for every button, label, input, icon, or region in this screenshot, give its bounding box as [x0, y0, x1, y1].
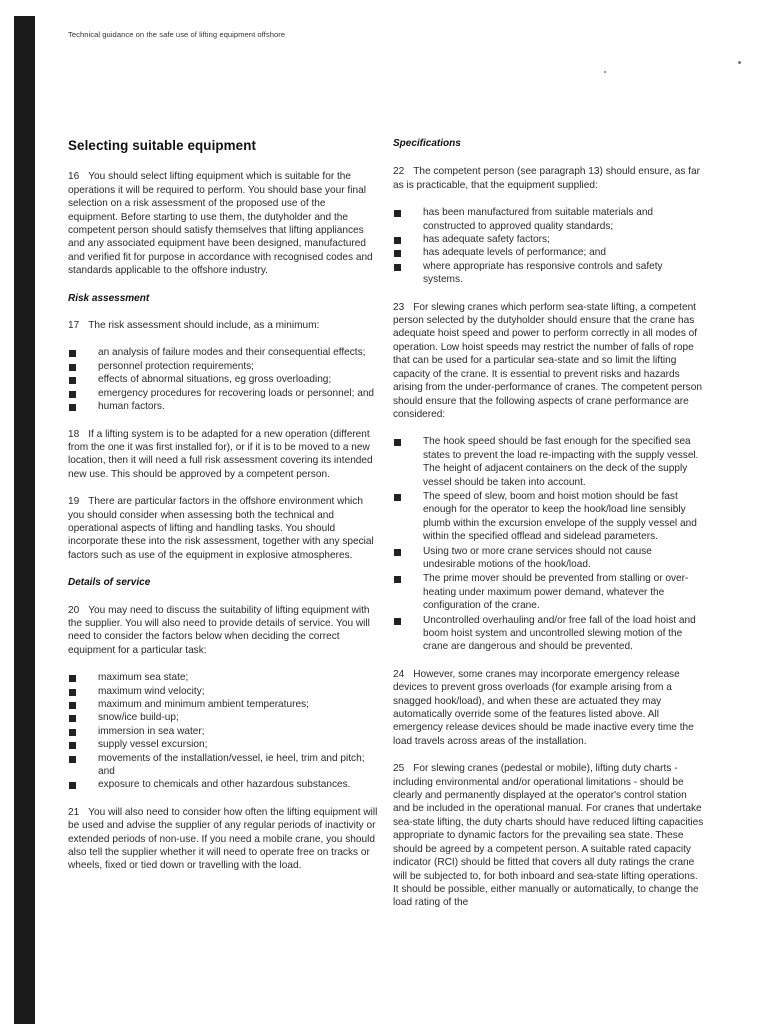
paragraph-text: You may need to discuss the suitability of lifting equipment with the supplier. You will also need to provide details of service. You will need to consider the factors below when deciding the correct equipment for a particular task: [68, 604, 370, 656]
paragraph-text: For slewing cranes which perform sea-state lifting, a competent person selected by the dutyholder should ensure that the crane has adequate hoist speed and power to perform correctly in all modes of operation. Low hoist speeds may restrict the number of falls of rope that can be used for a particular sea-state and so limit the lifting capacity of the crane. It is essential to prevent risks and hazards arising from the under-performance of cranes. The competent person should ensure that the following aspects of crane performance are considered: [393, 301, 702, 420]
list-item: exposure to chemicals and other hazardous substances. [68, 778, 378, 791]
paragraph-number: 24 [393, 668, 405, 680]
service-list [68, 671, 378, 792]
risk-list [68, 346, 378, 413]
paragraph-text: For slewing cranes (pedestal or mobile), lifting duty charts - including environmental and/or operational limitations - should be clearly and permanently displayed at the operator's control station and be included in the operational manual. For cranes that undertake sea-state lifting, the duty charts should have reduced lifting capacities appropriate to dynamic factors for the prevailing sea state. These should be agreed by a competent person. A suitable rated capacity indicator (RCI) should be fitted that covers all duty ratings the crane will be subjected to, for both inboard and sea-state lifting operations. It should be possible, either manually or automatically, to change the load rating of the [393, 763, 704, 909]
paragraph-number: 23 [393, 301, 405, 313]
paragraph-text: If a lifting system is to be adapted for a new operation (different from the one it was first installed for), or if it is to be moved to a new location, then it will need a full risk assessment covering its intended new use. This should be approved by a competent person. [68, 428, 373, 480]
paragraph-text: There are particular factors in the offshore environment which you should consider when assessing both the technical and operational aspects of lifting and handling tasks. You should incorporate these into the risk assessment, together with any special factors such as use of the equipment in explosive atmospheres. [68, 496, 374, 561]
paragraph-text: The risk assessment should include, as a minimum: [88, 320, 320, 332]
paragraph-16 [68, 170, 378, 277]
paragraph-text: You should select lifting equipment which is suitable for the operations it will be required to perform. You should base your final selection on a risk assessment of the proposed use of the equipment. Before starting to use them, the dutyholder and the competent person should satisfy themselves that lifting appliances and any associated equipment have been designed, manufactured and verified fit for purpose in accordance with recognised codes and standards applicable to the offshore industry. [68, 171, 373, 277]
paragraph-number: 20 [68, 604, 80, 616]
list-item: The prime mover should be prevented from stalling or over-heating under maximum power demand, whatever the configuration of the crane. [393, 572, 705, 612]
paragraph-24 [393, 668, 705, 748]
paragraph-number: 22 [393, 166, 405, 178]
list-item: maximum wind velocity; [68, 685, 378, 698]
list-item: has adequate levels of performance; and [393, 246, 705, 259]
left-column [68, 136, 378, 887]
list-item: emergency procedures for recovering loads or personnel; and [68, 387, 378, 400]
paragraph-text: However, some cranes may incorporate emergency release devices to prevent gross overloads (for example arising from a snagged hook/load), and when these are actuated they may automatically override some of the features listed above. All emergency release devices should be made inactive every time the load travels across areas of the installation. [393, 668, 694, 747]
list-item: has adequate safety factors; [393, 233, 705, 246]
paragraph-number: 25 [393, 763, 405, 775]
list-item: The hook speed should be fast enough for the specified sea states to prevent the load re-impacting with the supply vessel. The height of adjacent containers on the deck of the supply vessel should be taken into account. [393, 435, 705, 489]
list-item: snow/ice build-up; [68, 711, 378, 724]
list-item: movements of the installation/vessel, ie heel, trim and pitch; and [68, 752, 378, 779]
section-title: Selecting suitable equipment [68, 138, 257, 153]
paragraph-21 [68, 806, 378, 873]
specifications-list [393, 206, 705, 286]
paragraph-25 [393, 762, 705, 909]
paragraph-23 [393, 301, 705, 422]
specifications-heading: Specifications [393, 138, 461, 149]
list-item: an analysis of failure modes and their consequential effects; [68, 346, 378, 359]
list-item: maximum sea state; [68, 671, 378, 684]
details-of-service-heading: Details of service [68, 577, 151, 589]
paragraph-17 [68, 319, 378, 332]
paragraph-number: 19 [68, 496, 80, 508]
paragraph-number: 21 [68, 806, 80, 818]
list-item: immersion in sea water; [68, 725, 378, 738]
list-item: human factors. [68, 400, 378, 413]
list-item: effects of abnormal situations, eg gross overloading; [68, 373, 378, 386]
paragraph-number: 18 [68, 428, 80, 440]
scan-speck [604, 71, 606, 73]
paragraph-18 [68, 428, 378, 482]
paragraph-number: 16 [68, 171, 80, 183]
paragraph-19 [68, 495, 378, 562]
paragraph-text: You will also need to consider how often the lifting equipment will be used and advise the supplier of any regular periods of inactivity or extended periods of non-use. If you need a mobile crane, you should also tell the supplier whether it will need to operate free on tracks or wheels, fixed or tied down or travelling with the load. [68, 806, 378, 872]
page-binding-edge [14, 16, 35, 1024]
paragraph-22 [393, 165, 705, 192]
list-item: personnel protection requirements; [68, 360, 378, 373]
risk-assessment-heading: Risk assessment [68, 292, 150, 304]
crane-performance-list [393, 435, 705, 654]
paragraph-20 [68, 604, 378, 658]
list-item: supply vessel excursion; [68, 738, 378, 751]
list-item: where appropriate has responsive controls and safety systems. [393, 260, 705, 287]
list-item: Uncontrolled overhauling and/or free fall of the load hoist and boom hoist system and uncontrolled slewing motion of the crane are dangerous and should be prevented. [393, 614, 705, 654]
list-item: maximum and minimum ambient temperatures; [68, 698, 378, 711]
running-header: Technical guidance on the safe use of lifting equipment offshore [68, 30, 286, 39]
paragraph-number: 17 [68, 320, 80, 332]
list-item: The speed of slew, boom and hoist motion should be fast enough for the operator to keep the hook/load line sensibly plumb within the excursion envelope of the supply vessel and within the specified offlead and sidelead parameters. [393, 490, 705, 544]
list-item: Using two or more crane services should not cause undesirable motions of the hook/load. [393, 545, 705, 572]
right-column [393, 136, 705, 924]
list-item: has been manufactured from suitable materials and constructed to approved quality standards; [393, 206, 705, 233]
scan-speck [738, 61, 741, 64]
paragraph-text: The competent person (see paragraph 13) should ensure, as far as is practicable, that the equipment supplied: [393, 166, 700, 191]
